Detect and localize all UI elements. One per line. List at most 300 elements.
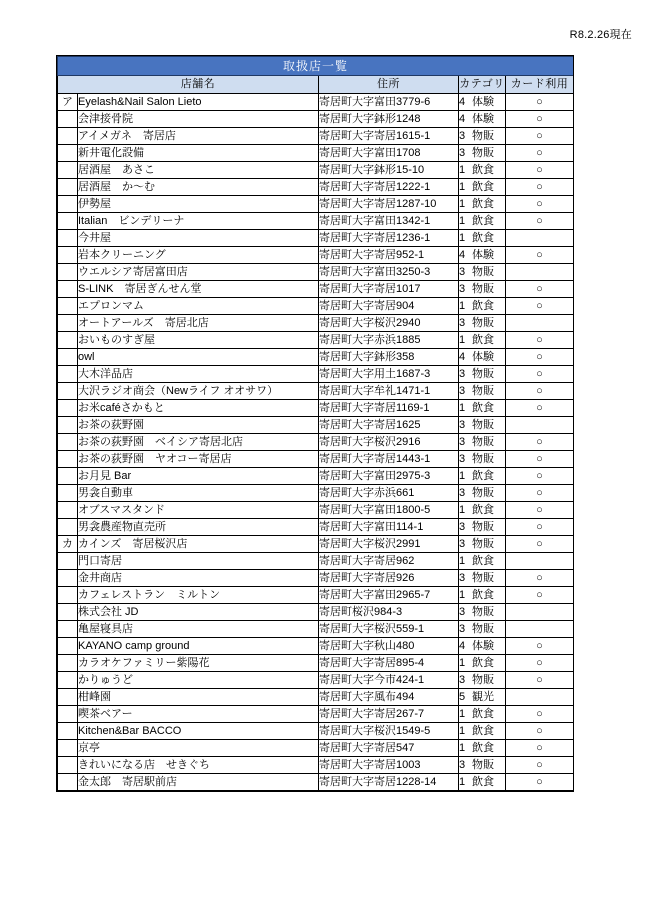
cell-address: 寄居町大字寄居1236-1 <box>319 230 459 247</box>
category-label: 物販 <box>472 623 494 635</box>
table-row <box>58 740 574 757</box>
cell-card-usage: ○ <box>506 366 574 383</box>
table-row <box>58 145 574 162</box>
category-label: 飲食 <box>472 708 494 720</box>
table-row <box>58 706 574 723</box>
category-number: 1 <box>459 215 466 227</box>
cell-card-usage: ○ <box>506 468 574 485</box>
category-number: 1 <box>459 164 466 176</box>
cell-category <box>459 94 506 111</box>
cell-address: 寄居町大字寄居1017 <box>319 281 459 298</box>
table-row <box>58 451 574 468</box>
row-marker-empty <box>58 366 78 383</box>
cell-address: 寄居町大字富田3250-3 <box>319 264 459 281</box>
cell-card-usage: ○ <box>506 298 574 315</box>
row-marker-empty <box>58 689 78 706</box>
cell-category <box>459 417 506 434</box>
cell-card-usage: ○ <box>506 247 574 264</box>
cell-card-usage: ○ <box>506 179 574 196</box>
table-row <box>58 774 574 791</box>
cell-store-name: エプロンマム <box>78 298 319 315</box>
table-row <box>58 417 574 434</box>
category-label: 物販 <box>472 266 494 278</box>
category-number: 3 <box>459 674 466 686</box>
cell-card-usage: ○ <box>506 655 574 672</box>
cell-card-usage: ○ <box>506 519 574 536</box>
row-marker-empty <box>58 604 78 621</box>
cell-category <box>459 179 506 196</box>
cell-store-name: 大木洋品店 <box>78 366 319 383</box>
table-row <box>58 281 574 298</box>
row-marker-empty <box>58 400 78 417</box>
cell-address: 寄居町大字風布494 <box>319 689 459 706</box>
cell-address: 寄居町大字寄居952-1 <box>319 247 459 264</box>
category-label: 飲食 <box>472 164 494 176</box>
cell-category <box>459 128 506 145</box>
cell-card-usage: ○ <box>506 706 574 723</box>
category-label: 飲食 <box>472 300 494 312</box>
row-marker-empty <box>58 519 78 536</box>
row-marker-empty <box>58 145 78 162</box>
category-label: 体験 <box>472 640 494 652</box>
category-number: 1 <box>459 708 466 720</box>
cell-store-name: owl <box>78 349 319 366</box>
cell-card-usage <box>506 689 574 706</box>
date-stamp: R8.2.26現在 <box>569 29 632 41</box>
column-header-card: カード利用 <box>506 76 574 94</box>
table-row <box>58 570 574 587</box>
cell-card-usage: ○ <box>506 723 574 740</box>
cell-category <box>459 332 506 349</box>
cell-address: 寄居町大字寄居1169-1 <box>319 400 459 417</box>
cell-card-usage: ○ <box>506 570 574 587</box>
table-row <box>58 179 574 196</box>
category-label: 物販 <box>472 487 494 499</box>
cell-store-name: 門口寄居 <box>78 553 319 570</box>
category-number: 1 <box>459 657 466 669</box>
cell-category <box>459 621 506 638</box>
row-marker-empty <box>58 451 78 468</box>
cell-category <box>459 111 506 128</box>
cell-category <box>459 400 506 417</box>
cell-address: 寄居町大字寄居1625 <box>319 417 459 434</box>
table-row <box>58 519 574 536</box>
cell-store-name: おいものすぎ屋 <box>78 332 319 349</box>
row-marker-empty <box>58 417 78 434</box>
category-number: 3 <box>459 572 466 584</box>
cell-store-name: 金井商店 <box>78 570 319 587</box>
cell-category <box>459 230 506 247</box>
category-number: 1 <box>459 555 466 567</box>
row-marker-empty <box>58 502 78 519</box>
row-marker-empty <box>58 621 78 638</box>
cell-address: 寄居町大字鉢形1248 <box>319 111 459 128</box>
category-label: 物販 <box>472 436 494 448</box>
cell-category <box>459 298 506 315</box>
category-label: 物販 <box>472 674 494 686</box>
cell-card-usage <box>506 230 574 247</box>
row-marker-empty <box>58 723 78 740</box>
row-marker-empty <box>58 570 78 587</box>
cell-card-usage: ○ <box>506 281 574 298</box>
cell-category <box>459 774 506 791</box>
category-number: 1 <box>459 300 466 312</box>
category-number: 1 <box>459 725 466 737</box>
cell-card-usage: ○ <box>506 485 574 502</box>
row-marker-empty <box>58 383 78 400</box>
cell-address: 寄居町大字用土1687-3 <box>319 366 459 383</box>
category-number: 3 <box>459 623 466 635</box>
cell-store-name: 亀屋寝具店 <box>78 621 319 638</box>
category-label: 体験 <box>472 96 494 108</box>
cell-category <box>459 689 506 706</box>
cell-address: 寄居町大字富田2965-7 <box>319 587 459 604</box>
row-marker-empty <box>58 757 78 774</box>
cell-store-name: オブスマスタンド <box>78 502 319 519</box>
table-row <box>58 128 574 145</box>
store-list-table <box>57 56 574 791</box>
cell-store-name: 今井屋 <box>78 230 319 247</box>
cell-address: 寄居町大字桜沢559-1 <box>319 621 459 638</box>
category-number: 4 <box>459 96 466 108</box>
category-label: 物販 <box>472 538 494 550</box>
column-header-category: カテゴリ <box>459 76 506 94</box>
category-label: 飲食 <box>472 504 494 516</box>
category-label: 飲食 <box>472 181 494 193</box>
table-row <box>58 757 574 774</box>
table-row <box>58 434 574 451</box>
cell-category <box>459 247 506 264</box>
row-marker-empty <box>58 638 78 655</box>
store-list-table-wrap <box>57 56 573 791</box>
category-label: 物販 <box>472 317 494 329</box>
table-row <box>58 553 574 570</box>
category-number: 1 <box>459 198 466 210</box>
cell-card-usage: ○ <box>506 434 574 451</box>
cell-category <box>459 366 506 383</box>
cell-store-name: 居酒屋 あさこ <box>78 162 319 179</box>
table-title-row <box>58 57 574 76</box>
cell-store-name: 新井電化設備 <box>78 145 319 162</box>
cell-card-usage: ○ <box>506 587 574 604</box>
cell-address: 寄居町大字寄居547 <box>319 740 459 757</box>
table-row <box>58 315 574 332</box>
cell-store-name: 大沢ラジオ商会（Newライフ オオサワ） <box>78 383 319 400</box>
category-label: 飲食 <box>472 555 494 567</box>
row-marker-empty <box>58 196 78 213</box>
category-number: 4 <box>459 351 466 363</box>
cell-store-name: 居酒屋 か～む <box>78 179 319 196</box>
column-header-name: 店舗名 <box>78 76 319 94</box>
cell-category <box>459 655 506 672</box>
table-row <box>58 655 574 672</box>
cell-card-usage: ○ <box>506 349 574 366</box>
cell-card-usage <box>506 264 574 281</box>
cell-category <box>459 213 506 230</box>
category-label: 観光 <box>472 691 494 703</box>
row-marker-empty <box>58 485 78 502</box>
cell-category <box>459 502 506 519</box>
cell-card-usage: ○ <box>506 502 574 519</box>
cell-store-name: カインズ 寄居桜沢店 <box>78 536 319 553</box>
cell-category <box>459 587 506 604</box>
table-row <box>58 230 574 247</box>
cell-address: 寄居町大字赤浜1885 <box>319 332 459 349</box>
cell-category <box>459 706 506 723</box>
cell-address: 寄居町大字赤浜661 <box>319 485 459 502</box>
cell-address: 寄居町大字富田1708 <box>319 145 459 162</box>
cell-category <box>459 145 506 162</box>
category-number: 1 <box>459 402 466 414</box>
cell-category <box>459 281 506 298</box>
cell-card-usage: ○ <box>506 111 574 128</box>
cell-card-usage: ○ <box>506 757 574 774</box>
category-number: 4 <box>459 113 466 125</box>
table-row <box>58 111 574 128</box>
table-row <box>58 366 574 383</box>
category-label: 飲食 <box>472 470 494 482</box>
cell-address: 寄居町大字桜沢2991 <box>319 536 459 553</box>
table-row <box>58 162 574 179</box>
row-marker-empty <box>58 179 78 196</box>
category-number: 5 <box>459 691 466 703</box>
table-row <box>58 536 574 553</box>
cell-category <box>459 536 506 553</box>
cell-category <box>459 757 506 774</box>
row-section-marker: カ <box>58 536 78 553</box>
category-label: 物販 <box>472 419 494 431</box>
row-marker-empty <box>58 349 78 366</box>
table-body <box>58 94 574 791</box>
table-row <box>58 672 574 689</box>
cell-address: 寄居町大字鉢形15-10 <box>319 162 459 179</box>
category-number: 3 <box>459 130 466 142</box>
cell-card-usage: ○ <box>506 638 574 655</box>
cell-store-name: 京亭 <box>78 740 319 757</box>
table-row <box>58 587 574 604</box>
cell-address: 寄居町大字富田3779-6 <box>319 94 459 111</box>
category-number: 3 <box>459 606 466 618</box>
cell-card-usage: ○ <box>506 94 574 111</box>
cell-card-usage <box>506 621 574 638</box>
cell-address: 寄居町大字寄居926 <box>319 570 459 587</box>
row-marker-empty <box>58 128 78 145</box>
cell-category <box>459 604 506 621</box>
cell-store-name: 株式会社 JD <box>78 604 319 621</box>
cell-card-usage: ○ <box>506 400 574 417</box>
category-number: 3 <box>459 453 466 465</box>
cell-store-name: ウエルシア寄居富田店 <box>78 264 319 281</box>
cell-card-usage: ○ <box>506 145 574 162</box>
cell-card-usage: ○ <box>506 162 574 179</box>
category-label: 体験 <box>472 351 494 363</box>
table-row <box>58 400 574 417</box>
category-number: 3 <box>459 266 466 278</box>
cell-address: 寄居町大字桜沢2916 <box>319 434 459 451</box>
cell-address: 寄居町大字寄居1287-10 <box>319 196 459 213</box>
table-row <box>58 264 574 281</box>
column-header-address: 住所 <box>319 76 459 94</box>
row-marker-empty <box>58 655 78 672</box>
cell-store-name: Eyelash&Nail Salon Lieto <box>78 94 319 111</box>
row-marker-empty <box>58 740 78 757</box>
cell-store-name: 岩本クリーニング <box>78 247 319 264</box>
cell-store-name: お米caféさかもと <box>78 400 319 417</box>
category-label: 飲食 <box>472 402 494 414</box>
cell-store-name: お茶の荻野園 ヤオコー寄居店 <box>78 451 319 468</box>
category-number: 4 <box>459 640 466 652</box>
row-marker-empty <box>58 706 78 723</box>
cell-store-name: KAYANO camp ground <box>78 638 319 655</box>
cell-address: 寄居町大字富田1342-1 <box>319 213 459 230</box>
cell-address: 寄居町大字寄居904 <box>319 298 459 315</box>
cell-category <box>459 315 506 332</box>
cell-category <box>459 672 506 689</box>
category-label: 物販 <box>472 606 494 618</box>
cell-category <box>459 434 506 451</box>
cell-store-name: S-LINK 寄居ぎんせん堂 <box>78 281 319 298</box>
cell-store-name: 男衾農産物直売所 <box>78 519 319 536</box>
cell-category <box>459 519 506 536</box>
category-label: 飲食 <box>472 725 494 737</box>
cell-store-name: お茶の荻野園 ベイシア寄居北店 <box>78 434 319 451</box>
category-label: 物販 <box>472 147 494 159</box>
category-label: 飲食 <box>472 657 494 669</box>
table-head <box>58 57 574 94</box>
cell-store-name: 男衾自動車 <box>78 485 319 502</box>
cell-card-usage <box>506 553 574 570</box>
cell-store-name: Italian ビンデリーナ <box>78 213 319 230</box>
cell-card-usage <box>506 417 574 434</box>
table-title: 取扱店一覧 <box>58 57 574 76</box>
category-label: 物販 <box>472 283 494 295</box>
cell-address: 寄居町大字寄居895-4 <box>319 655 459 672</box>
cell-store-name: 柑峰園 <box>78 689 319 706</box>
cell-card-usage: ○ <box>506 196 574 213</box>
cell-card-usage: ○ <box>506 383 574 400</box>
cell-address: 寄居町大字秋山480 <box>319 638 459 655</box>
table-row <box>58 298 574 315</box>
cell-address: 寄居町大字鉢形358 <box>319 349 459 366</box>
row-marker-empty <box>58 672 78 689</box>
cell-category <box>459 553 506 570</box>
row-marker-empty <box>58 281 78 298</box>
row-section-marker: ア <box>58 94 78 111</box>
category-number: 3 <box>459 368 466 380</box>
cell-card-usage: ○ <box>506 128 574 145</box>
cell-address: 寄居町大字寄居962 <box>319 553 459 570</box>
cell-address: 寄居町大字寄居1222-1 <box>319 179 459 196</box>
row-marker-empty <box>58 264 78 281</box>
category-number: 1 <box>459 504 466 516</box>
cell-address: 寄居町大字富田2975-3 <box>319 468 459 485</box>
category-number: 3 <box>459 436 466 448</box>
category-label: 物販 <box>472 453 494 465</box>
cell-address: 寄居町大字桜沢2940 <box>319 315 459 332</box>
cell-category <box>459 196 506 213</box>
table-row <box>58 638 574 655</box>
cell-category <box>459 468 506 485</box>
cell-card-usage: ○ <box>506 672 574 689</box>
category-number: 3 <box>459 487 466 499</box>
table-row <box>58 213 574 230</box>
category-label: 物販 <box>472 130 494 142</box>
cell-store-name: 伊勢屋 <box>78 196 319 213</box>
category-number: 1 <box>459 334 466 346</box>
cell-category <box>459 383 506 400</box>
cell-store-name: お月見 Bar <box>78 468 319 485</box>
category-number: 1 <box>459 742 466 754</box>
cell-card-usage: ○ <box>506 213 574 230</box>
row-marker-empty <box>58 111 78 128</box>
row-marker-empty <box>58 587 78 604</box>
category-label: 体験 <box>472 249 494 261</box>
cell-category <box>459 570 506 587</box>
column-header-marker <box>58 76 78 94</box>
cell-address: 寄居町大字寄居1615-1 <box>319 128 459 145</box>
row-marker-empty <box>58 434 78 451</box>
cell-store-name: 喫茶ベアー <box>78 706 319 723</box>
table-row <box>58 94 574 111</box>
category-label: 物販 <box>472 572 494 584</box>
row-marker-empty <box>58 332 78 349</box>
category-label: 飲食 <box>472 742 494 754</box>
category-number: 1 <box>459 470 466 482</box>
category-number: 3 <box>459 521 466 533</box>
category-number: 1 <box>459 232 466 244</box>
category-number: 1 <box>459 181 466 193</box>
category-number: 3 <box>459 147 466 159</box>
category-label: 物販 <box>472 385 494 397</box>
cell-address: 寄居町大字寄居1228-14 <box>319 774 459 791</box>
category-label: 体験 <box>472 113 494 125</box>
cell-store-name: カラオケファミリー紫陽花 <box>78 655 319 672</box>
table-row <box>58 689 574 706</box>
cell-store-name: 会津接骨院 <box>78 111 319 128</box>
category-label: 飲食 <box>472 215 494 227</box>
category-label: 物販 <box>472 521 494 533</box>
category-number: 3 <box>459 419 466 431</box>
table-row <box>58 349 574 366</box>
cell-store-name: アイメガネ 寄居店 <box>78 128 319 145</box>
cell-address: 寄居町大字桜沢1549-5 <box>319 723 459 740</box>
cell-category <box>459 264 506 281</box>
cell-address: 寄居町大字寄居1443-1 <box>319 451 459 468</box>
category-number: 4 <box>459 249 466 261</box>
table-row <box>58 247 574 264</box>
category-number: 1 <box>459 589 466 601</box>
table-row <box>58 604 574 621</box>
category-label: 物販 <box>472 759 494 771</box>
category-number: 3 <box>459 385 466 397</box>
table-row <box>58 723 574 740</box>
cell-card-usage: ○ <box>506 451 574 468</box>
table-row <box>58 196 574 213</box>
category-number: 3 <box>459 538 466 550</box>
table-row <box>58 485 574 502</box>
cell-card-usage: ○ <box>506 774 574 791</box>
row-marker-empty <box>58 213 78 230</box>
cell-address: 寄居町大字牟礼1471-1 <box>319 383 459 400</box>
category-label: 物販 <box>472 368 494 380</box>
category-label: 飲食 <box>472 198 494 210</box>
table-row <box>58 383 574 400</box>
cell-category <box>459 740 506 757</box>
category-number: 3 <box>459 317 466 329</box>
row-marker-empty <box>58 315 78 332</box>
cell-store-name: 金太郎 寄居駅前店 <box>78 774 319 791</box>
category-number: 1 <box>459 776 466 788</box>
